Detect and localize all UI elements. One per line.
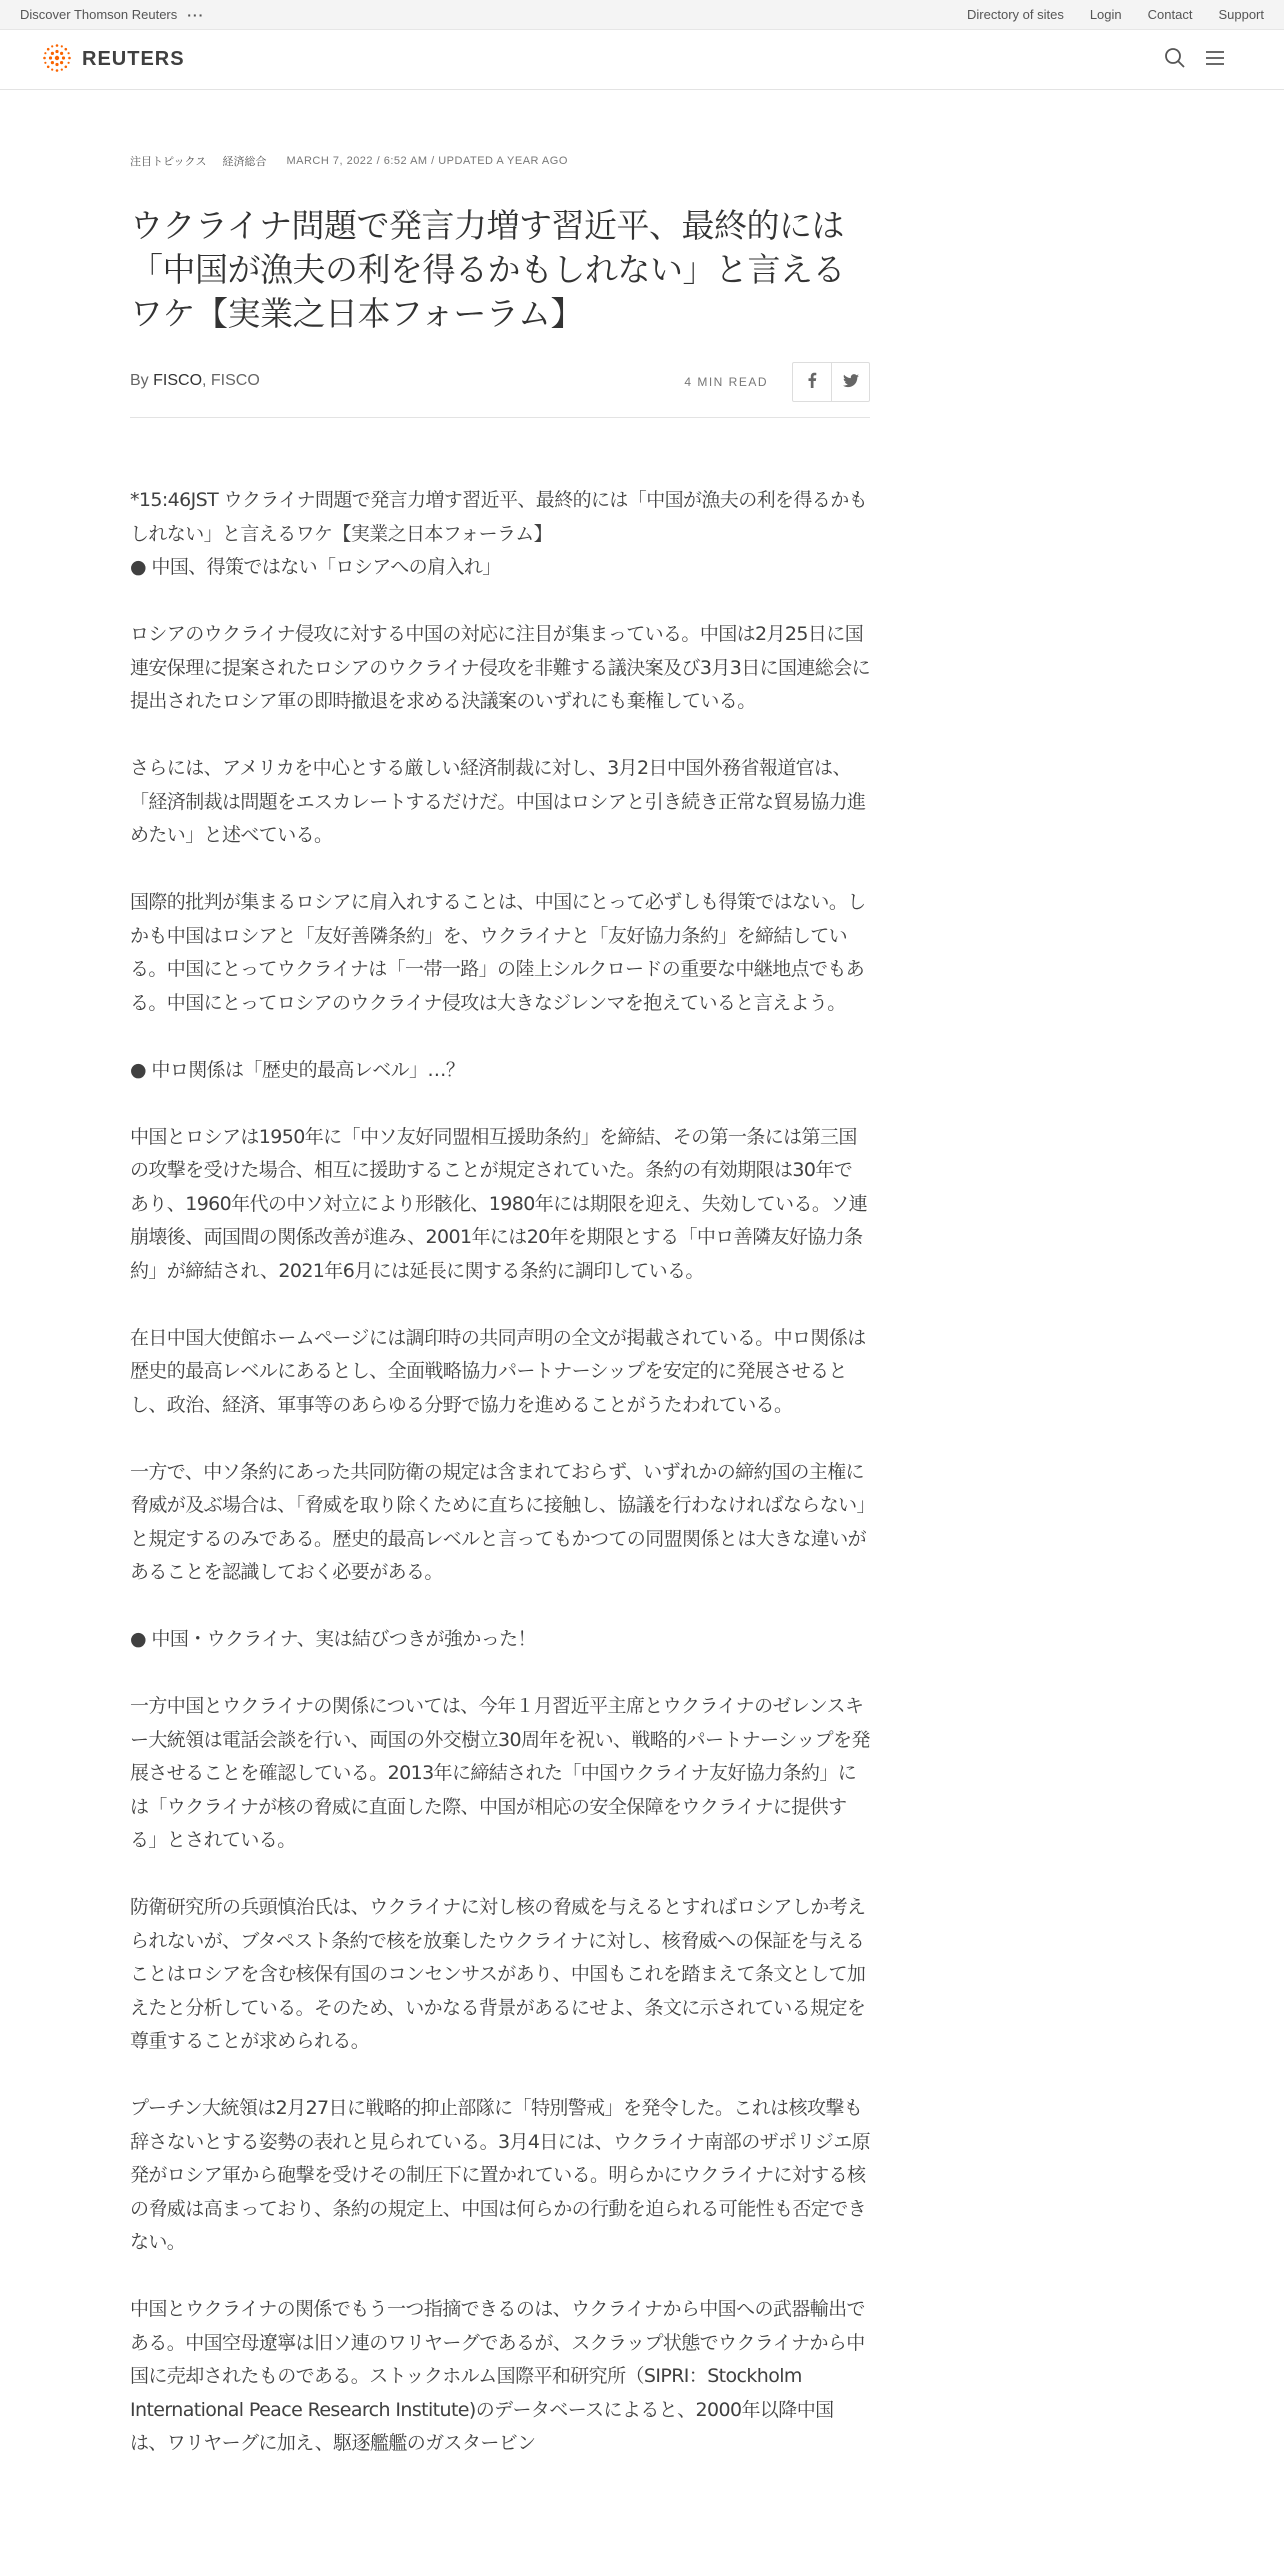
read-time: 4 MIN READ — [684, 375, 768, 389]
article-paragraph: 在日中国大使館ホームページには調印時の共同声明の全文が掲載されている。中ロ関係は歴史的最高レベルにあるとし、全面戦略協力パートナーシップを安定的に発展させるとし、政治、経済、軍事等のあらゆる分野で協力を進めることがうたわれている。 — [130, 1326, 866, 1416]
article-date: MARCH 7, 2022 / 6:52 AM / UPDATED A YEAR AGO — [286, 155, 568, 167]
login-link[interactable]: Login — [1089, 7, 1122, 22]
author-link[interactable]: FISCO — [153, 372, 203, 389]
topic-link[interactable]: 経済総合 — [222, 155, 267, 168]
article-paragraph: 中国とウクライナの関係でもう一つ指摘できるのは、ウクライナから中国への武器輸出である。中国空母遼寧は旧ソ連のワリヤーグであるが、スクラップ状態でウクライナから中国に売却されたものである。ストックホルム国際平和研究所（SIPRI：Stockholm International Peace Research Institute)のデータベースによると、2000年以降中国は、ワリヤーグに加え、駆逐艦艦のガスタービン — [130, 2298, 865, 2454]
utility-links — [967, 7, 1264, 22]
topic-link[interactable]: 注目トピックス — [130, 155, 207, 168]
byline-separator: , — [202, 372, 211, 389]
headline: ウクライナ問題で発言力増す習近平、最終的には「中国が漁夫の利を得るかもしれない」と言えるワケ【実業之日本フォーラム】 — [130, 206, 845, 333]
article-body — [130, 484, 870, 2461]
article-meta — [130, 152, 870, 170]
article-paragraph: ロシアのウクライナ侵攻に対する中国の対応に注目が集まっている。中国は2月25日に国連安保理に提案されたロシアのウクライナ侵攻を非難する議決案及び3月3日に国連総会に提出されたロシア軍の即時撤退を求める決議案のいずれにも棄権している。 — [130, 623, 871, 712]
support-link[interactable]: Support — [1218, 7, 1264, 22]
article-paragraph: ● 中ロ関係は「歴史的最高レベル」…？ — [130, 1058, 465, 1081]
share-buttons — [792, 362, 870, 402]
facebook-share-button[interactable] — [793, 363, 831, 401]
discover-group — [20, 7, 204, 23]
search-icon[interactable] — [1164, 47, 1186, 73]
discover-link[interactable]: Discover Thomson Reuters — [20, 7, 178, 22]
twitter-icon — [843, 373, 859, 392]
article-paragraph: 一方で、中ソ条約にあった共同防衛の規定は含まれておらず、いずれかの締約国の主権に脅威が及ぶ場合は、「脅威を取り除くために直ちに接触し、協議を行わなければならない」と規定するのみである。歴史的最高レベルと言ってもかつての同盟関係とは大きな違いがあることを認識しておく必要がある。 — [130, 1460, 867, 1583]
more-icon[interactable]: ··· — [187, 6, 205, 23]
article-paragraph: 国際的批判が集まるロシアに肩入れすることは、中国にとって必ずしも得策ではない。しかも中国はロシアと「友好善隣条約」を、ウクライナと「友好協力条約」を締結している。中国にとってウクライナは「一帯一路」の陸上シルクロードの重要な中継地点でもある。中国にとってロシアのウクライナ侵攻は大きなジレンマを抱えていると言えよう。 — [130, 891, 866, 1014]
contact-link[interactable]: Contact — [1147, 7, 1193, 22]
article-paragraph: ● 中国・ウクライナ、実は結びつきが強かった！ — [130, 1628, 536, 1650]
source-name: FISCO — [210, 372, 260, 389]
share-area — [684, 362, 870, 402]
menu-icon[interactable] — [1204, 47, 1226, 73]
brand-wordmark: REUTERS — [82, 48, 185, 70]
facebook-icon — [807, 372, 817, 392]
brand-logo[interactable] — [40, 41, 185, 79]
directory-link[interactable]: Directory of sites — [967, 7, 1064, 22]
site-header — [0, 30, 1284, 90]
twitter-share-button[interactable] — [831, 363, 869, 401]
article — [130, 152, 870, 2494]
article-paragraph: 中国とロシアは1950年に「中ソ友好同盟相互援助条約」を締結、その第一条には第三国の攻撃を受けた場合、相互に援助することが規定されていた。条約の有効期限は30年であり、1960年代の中ソ対立により形骸化、1980年には期限を迎え、失効している。ソ連崩壊後、両国間の関係改善が進み、2001年には20年を期限とする「中ロ善隣友好協力条約」が締結され、2021年6月には延長に関する条約に調印している。 — [130, 1125, 868, 1282]
byline — [130, 362, 260, 390]
header-actions — [1164, 47, 1226, 73]
reuters-logo-icon — [40, 41, 74, 79]
utility-bar — [0, 0, 1284, 30]
byline-row — [130, 362, 870, 418]
article-paragraph: 一方中国とウクライナの関係については、今年１月習近平主席とウクライナのゼレンスキー大統領は電話会談を行い、両国の外交樹立30周年を祝い、戦略的パートナーシップを発展させることを確認している。2013年に締結された「中国ウクライナ友好協力条約」には「ウクライナが核の脅威に直面した際、中国が相応の安全保障をウクライナに提供する」とされている。 — [130, 1695, 870, 1851]
article-paragraph: さらには、アメリカを中心とする厳しい経済制裁に対し、3月2日中国外務省報道官は、「経済制裁は問題をエスカレートするだけだ。中国はロシアと引き続き正常な貿易協力進めたい」と述べている。 — [130, 757, 866, 846]
article-paragraph: 防衛研究所の兵頭慎治氏は、ウクライナに対し核の脅威を与えるとすればロシアしか考えられないが、ブタペスト条約で核を放棄したウクライナに対し、核脅威への保証を与えることはロシアを含む核保有国のコンセンサスがあり、中国もこれを踏まえて条文として加えたと分析している。そのため、いかなる背景があるにせよ、条文に示されている規定を尊重することが求められる。 — [130, 1896, 866, 2052]
article-paragraph: *15:46JST ウクライナ問題で発言力増す習近平、最終的には「中国が漁夫の利を得るかもしれない」と言えるワケ【実業之日本フォーラム】 ● 中国、得策ではない「ロシアへの肩入れ」 — [130, 489, 867, 578]
article-paragraph: プーチン大統領は2月27日に戦略的抑止部隊に「特別警戒」を発令した。これは核攻撃も辞さないとする姿勢の表れと見られている。3月4日には、ウクライナ南部のザポリジエ原発がロシア軍から砲撃を受けその制圧下に置かれている。明らかにウクライナに対する核の脅威は高まっており、条約の規定上、中国は何らかの行動を迫られる可能性も否定できない。 — [130, 2097, 871, 2253]
byline-prefix: By — [130, 372, 154, 389]
